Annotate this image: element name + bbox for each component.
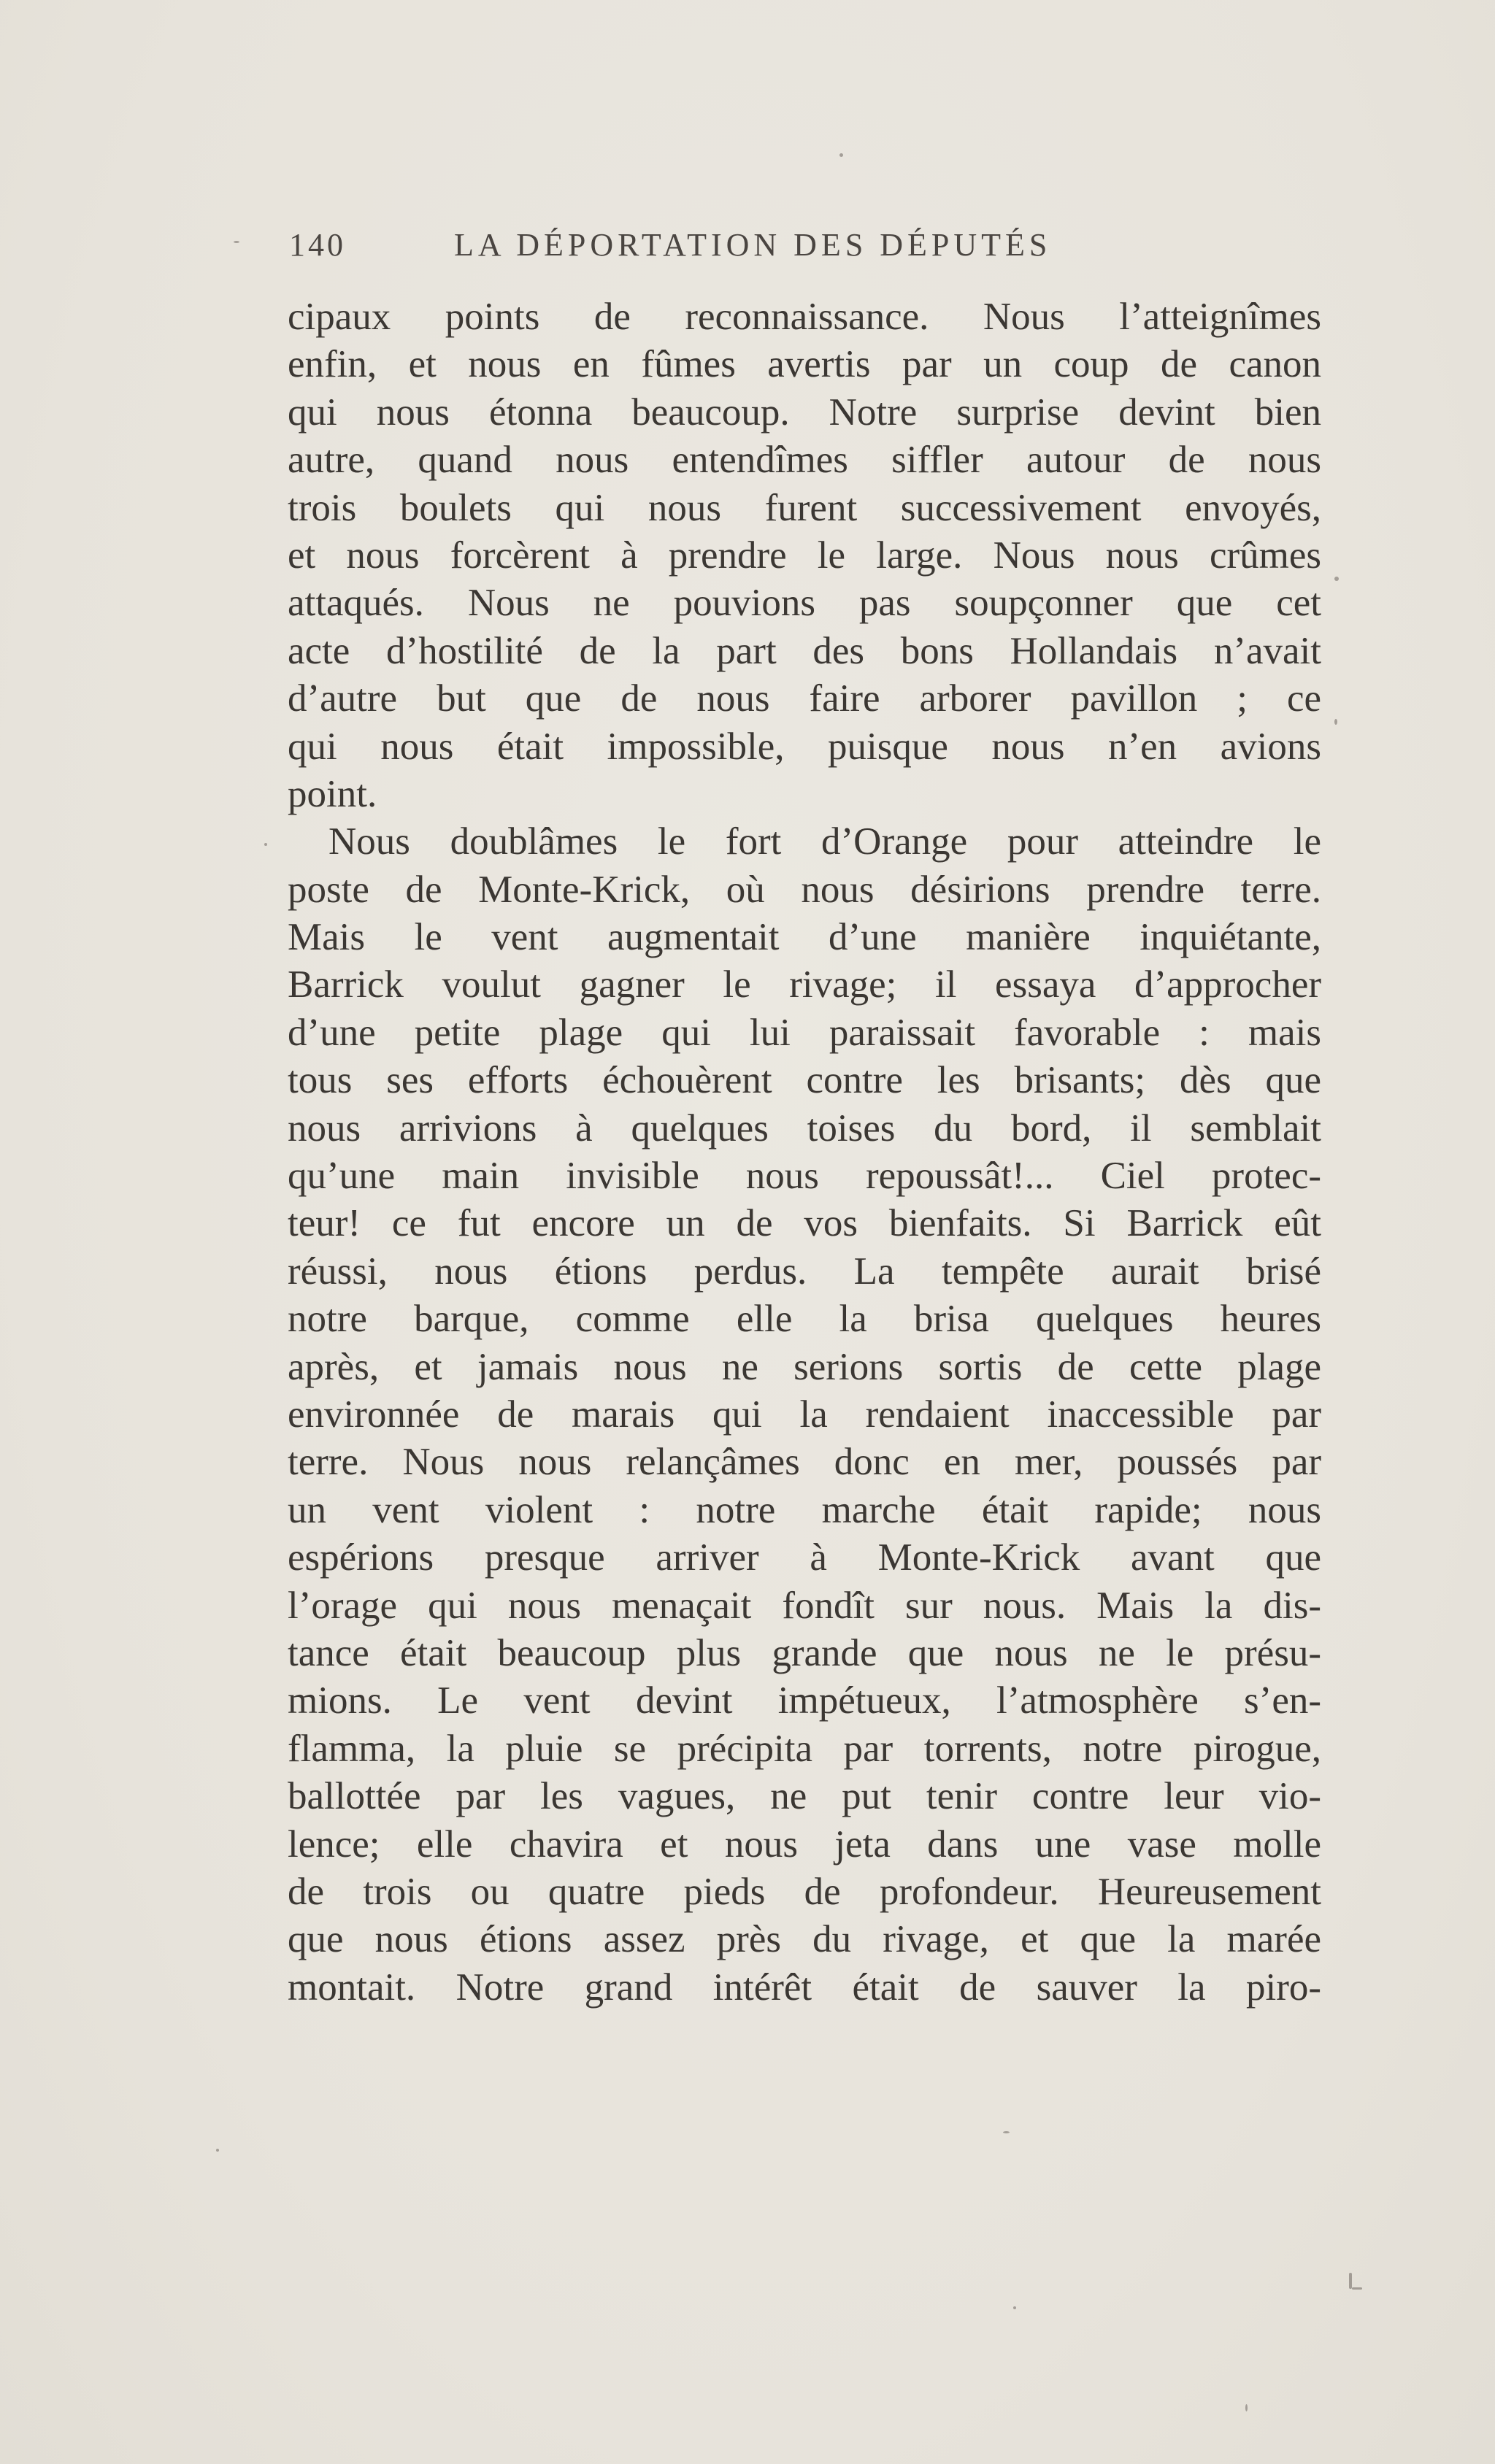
running-head [289,226,1320,270]
text-line: poste de Monte-Krick, où nous désirions prendre terre. [288,868,1321,911]
text-line: un vent violent : notre marche était rapide; nous [288,1488,1321,1531]
paper-speck [1352,2287,1362,2290]
page-number: 140 [289,227,346,263]
text-line: teur! ce fut encore un de vos bienfaits. Si Barrick eût [288,1202,1321,1245]
text-line: attaqués. Nous ne pouvions pas soupçonner que cet [288,582,1321,625]
paper-speck [1003,2131,1010,2133]
text-line: de trois ou quatre pieds de profondeur. Heureusement [288,1870,1321,1913]
text-line: enfin, et nous en fûmes avertis par un coup de canon [288,343,1321,386]
text-line: terre. Nous nous relançâmes donc en mer, poussés par [288,1441,1321,1484]
text-line: nous arrivions à quelques toises du bord, il semblait [288,1106,1321,1150]
text-line: mions. Le vent devint impétueux, l’atmosphère s’en- [288,1679,1321,1722]
text-line: après, et jamais nous ne serions sortis de cette plage [288,1345,1321,1388]
text-line: cipaux points de reconnaissance. Nous l’atteignîmes [288,296,1321,338]
text-line: Nous doublâmes le fort d’Orange pour atteindre le [328,820,1321,863]
paper-speck [216,2149,219,2152]
paper-speck [1013,2306,1016,2309]
text-line: d’autre but que de nous faire arborer pavillon ; ce [288,677,1321,720]
text-line: qui nous étonna beaucoup. Notre surprise devint bien [288,390,1321,434]
text-line: autre, quand nous entendîmes siffler autour de nous [288,439,1321,482]
text-line: et nous forcèrent à prendre le large. Nous nous crûmes [288,534,1321,577]
running-title: LA DÉPORTATION DES DÉPUTÉS [454,227,1052,263]
paper-speck [1245,2404,1248,2411]
body-text [288,293,1321,2011]
text-line: réussi, nous étions perdus. La tempête aurait brisé [288,1250,1321,1293]
text-line: trois boulets qui nous furent successivement envoyés, [288,486,1321,529]
paper-speck [234,241,239,243]
text-line: ballottée par les vagues, ne put tenir contre leur vio- [288,1775,1321,1818]
text-line: Mais le vent augmentait d’une manière inquiétante, [288,916,1321,959]
paper-speck [1334,719,1337,725]
paper-speck [1349,2273,1352,2289]
text-line: qu’une main invisible nous repoussât!... Ciel protec- [288,1155,1321,1198]
text-line: point. [288,772,377,815]
text-line: que nous étions assez près du rivage, et que la marée [288,1918,1321,1961]
text-line: l’orage qui nous menaçait fondît sur nous. Mais la dis- [288,1584,1321,1627]
text-line: tous ses efforts échouèrent contre les brisants; dès que [288,1059,1321,1102]
text-line: d’une petite plage qui lui paraissait favorable : mais [288,1011,1321,1054]
text-line: tance était beaucoup plus grande que nous ne le présu- [288,1631,1321,1674]
text-line: flamma, la pluie se précipita par torrents, notre pirogue, [288,1727,1321,1770]
text-line: espérions presque arriver à Monte-Krick avant que [288,1536,1321,1579]
text-line: lence; elle chavira et nous jeta dans une vase molle [288,1822,1321,1866]
text-line: notre barque, comme elle la brisa quelques heures [288,1298,1321,1341]
text-line: environnée de marais qui la rendaient inaccessible par [288,1393,1321,1436]
text-line: acte d’hostilité de la part des bons Hollandais n’avait [288,629,1321,672]
text-line: qui nous était impossible, puisque nous n’en avions [288,725,1321,768]
paper-speck [1334,577,1339,581]
paper-speck [839,153,843,157]
text-line: montait. Notre grand intérêt était de sauver la piro- [288,1966,1321,2009]
text-line: Barrick voulut gagner le rivage; il essaya d’approcher [288,963,1321,1006]
paper-speck [264,843,267,846]
